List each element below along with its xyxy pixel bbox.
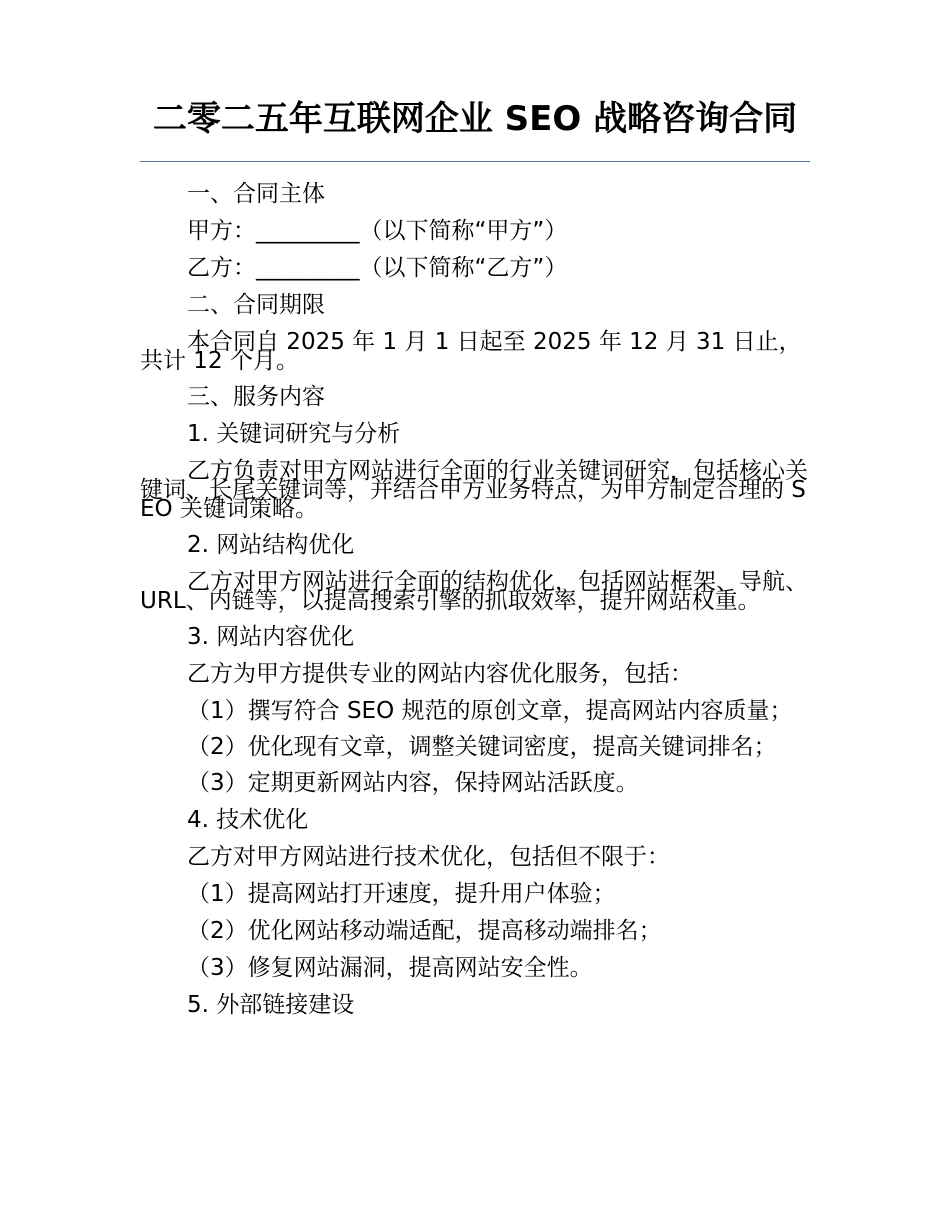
party-b-line: 乙方：_________（以下简称“乙方”） xyxy=(187,255,568,281)
technical-item-1: （1）提高网站打开速度，提升用户体验； xyxy=(187,881,616,907)
document-title: 二零二五年互联网企业 SEO 战略咨询合同 xyxy=(152,99,798,139)
party-a-line: 甲方：_________（以下简称“甲方”） xyxy=(187,218,568,244)
structure-paragraph: 乙方对甲方网站进行全面的结构优化，包括网站框架、导航、URL、内链等，以提高搜索引擎的抓取效率，提升网站权重。 xyxy=(140,569,808,614)
technical-item-3: （3）修复网站漏洞，提高网站安全性。 xyxy=(187,955,593,981)
subheading-keyword-research: 1. 关键词研究与分析 xyxy=(187,421,401,447)
title-underline xyxy=(140,161,810,162)
content-item-1: （1）撰写符合 SEO 规范的原创文章，提高网站内容质量； xyxy=(187,698,793,724)
content-item-3: （3）定期更新网站内容，保持网站活跃度。 xyxy=(187,770,639,796)
content-intro: 乙方为甲方提供专业的网站内容优化服务，包括： xyxy=(187,661,693,687)
content-item-2: （2）优化现有文章，调整关键词密度，提高关键词排名； xyxy=(187,734,777,760)
subheading-technical: 4. 技术优化 xyxy=(187,807,309,833)
subheading-content: 3. 网站内容优化 xyxy=(187,624,355,650)
subheading-structure: 2. 网站结构优化 xyxy=(187,532,355,558)
section-heading-term: 二、合同期限 xyxy=(187,292,325,318)
subheading-external-links: 5. 外部链接建设 xyxy=(187,992,355,1018)
section-heading-services: 三、服务内容 xyxy=(187,384,325,410)
term-paragraph: 本合同自 2025 年 1 月 1 日起至 2025 年 12 月 31 日止，共计 12 个月。 xyxy=(140,329,802,374)
technical-item-2: （2）优化网站移动端适配，提高移动端排名； xyxy=(187,918,662,944)
keyword-research-paragraph: 乙方负责对甲方网站进行全面的行业关键词研究，包括核心关键词、长尾关键词等，并结合甲方业务特点，为甲方制定合理的 SEO 关键词策略。 xyxy=(140,458,808,522)
technical-intro: 乙方对甲方网站进行技术优化，包括但不限于： xyxy=(187,844,670,870)
section-heading-parties: 一、合同主体 xyxy=(187,181,325,207)
document-body xyxy=(140,176,812,1024)
